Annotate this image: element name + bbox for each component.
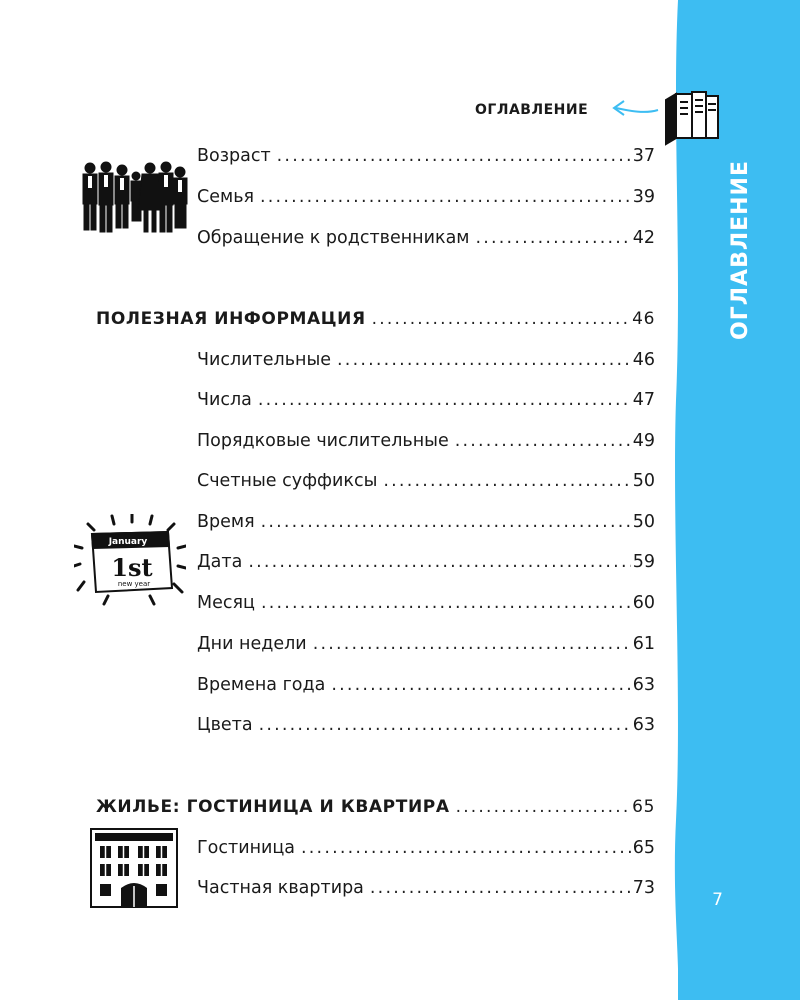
arrow-left-icon bbox=[610, 98, 660, 118]
toc-leader-dots bbox=[456, 797, 631, 817]
toc-section-title: ЖИЛЬЕ: ГОСТИНИЦА И КВАРТИРА bbox=[96, 797, 450, 817]
toc-entry-title: Возраст bbox=[197, 146, 271, 166]
toc-entry-title: Месяц bbox=[197, 593, 255, 613]
toc-entry[interactable] bbox=[197, 715, 655, 735]
toc-leader-dots bbox=[258, 390, 631, 410]
family-illustration bbox=[78, 158, 190, 236]
sidebar-edge bbox=[670, 0, 684, 1000]
toc-entry[interactable] bbox=[197, 350, 655, 370]
toc-leader-dots bbox=[370, 878, 631, 898]
toc-entry[interactable] bbox=[197, 228, 655, 248]
toc-leader-dots bbox=[331, 675, 630, 695]
toc-section[interactable] bbox=[96, 309, 655, 329]
toc-leader-dots bbox=[301, 838, 631, 858]
toc-entry[interactable] bbox=[197, 512, 655, 532]
toc-entry[interactable] bbox=[197, 431, 655, 451]
toc-section-page: 46 bbox=[632, 309, 655, 329]
toc-entry-page: 47 bbox=[632, 390, 655, 410]
books-icon bbox=[660, 86, 722, 148]
toc-entry[interactable] bbox=[197, 634, 655, 654]
header-label: ОГЛАВЛЕНИЕ bbox=[475, 102, 589, 118]
toc-entry-page: 61 bbox=[632, 634, 655, 654]
sidebar-vertical-title: ОГЛАВЛЕНИЕ bbox=[728, 160, 753, 340]
toc-leader-dots bbox=[383, 471, 630, 491]
toc-entry[interactable] bbox=[197, 675, 655, 695]
sidebar-band bbox=[678, 0, 800, 1000]
toc-entry[interactable] bbox=[197, 552, 655, 572]
toc-entry[interactable] bbox=[197, 187, 655, 207]
calendar-month: January bbox=[108, 537, 148, 547]
toc-entry-title: Время bbox=[197, 512, 255, 532]
toc-entry-page: 50 bbox=[632, 512, 655, 532]
toc-entry-title: Счетные суффиксы bbox=[197, 471, 378, 491]
toc-entry[interactable] bbox=[197, 390, 655, 410]
toc-leader-dots bbox=[337, 350, 631, 370]
toc-entry[interactable] bbox=[197, 878, 655, 898]
calendar-caption: new year bbox=[117, 580, 151, 588]
page-number: 7 bbox=[712, 890, 723, 910]
toc-entry-title: Частная квартира bbox=[197, 878, 364, 898]
toc-entry-title: Дни недели bbox=[197, 634, 307, 654]
toc-leader-dots bbox=[455, 431, 631, 451]
toc-section-title: ПОЛЕЗНАЯ ИНФОРМАЦИЯ bbox=[96, 309, 366, 329]
toc-entry-page: 60 bbox=[632, 593, 655, 613]
toc-entry-page: 73 bbox=[632, 878, 655, 898]
toc-leader-dots bbox=[476, 228, 631, 248]
toc-entry-page: 50 bbox=[632, 471, 655, 491]
toc-leader-dots bbox=[372, 309, 630, 329]
toc-entry-title: Дата bbox=[197, 552, 243, 572]
toc-leader-dots bbox=[260, 187, 631, 207]
toc-leader-dots bbox=[259, 715, 631, 735]
toc-entry-title: Гостиница bbox=[197, 838, 296, 858]
calendar-day: 1st bbox=[111, 553, 153, 582]
toc-entry-page: 39 bbox=[632, 187, 655, 207]
toc-entry[interactable] bbox=[197, 838, 655, 858]
toc-entry[interactable] bbox=[197, 146, 655, 166]
toc-entry-page: 63 bbox=[632, 715, 655, 735]
toc-section-page: 65 bbox=[632, 797, 655, 817]
toc-entry-page: 65 bbox=[632, 838, 655, 858]
toc-entry-page: 59 bbox=[632, 552, 655, 572]
toc-entry-title: Времена года bbox=[197, 675, 326, 695]
toc-entry-page: 49 bbox=[632, 431, 655, 451]
hotel-building-illustration bbox=[88, 826, 182, 910]
toc-entry-title: Семья bbox=[197, 187, 255, 207]
toc-entry[interactable] bbox=[197, 471, 655, 491]
toc-leader-dots bbox=[261, 593, 631, 613]
toc-entry-title: Обращение к родственникам bbox=[197, 228, 470, 248]
toc-leader-dots bbox=[313, 634, 631, 654]
toc-entry-title: Порядковые числительные bbox=[197, 431, 449, 451]
toc-entry[interactable] bbox=[197, 593, 655, 613]
toc-entry-page: 63 bbox=[632, 675, 655, 695]
toc-leader-dots bbox=[261, 512, 631, 532]
toc-entry-title: Числительные bbox=[197, 350, 332, 370]
toc-entry-page: 46 bbox=[632, 350, 655, 370]
toc-leader-dots bbox=[248, 552, 630, 572]
toc-entry-page: 37 bbox=[632, 146, 655, 166]
toc-entry-page: 42 bbox=[632, 228, 655, 248]
toc-leader-dots bbox=[277, 146, 631, 166]
calendar-illustration bbox=[74, 514, 186, 606]
toc-section[interactable] bbox=[96, 797, 655, 817]
toc-entry-title: Цвета bbox=[197, 715, 253, 735]
toc-entry-title: Числа bbox=[197, 390, 252, 410]
